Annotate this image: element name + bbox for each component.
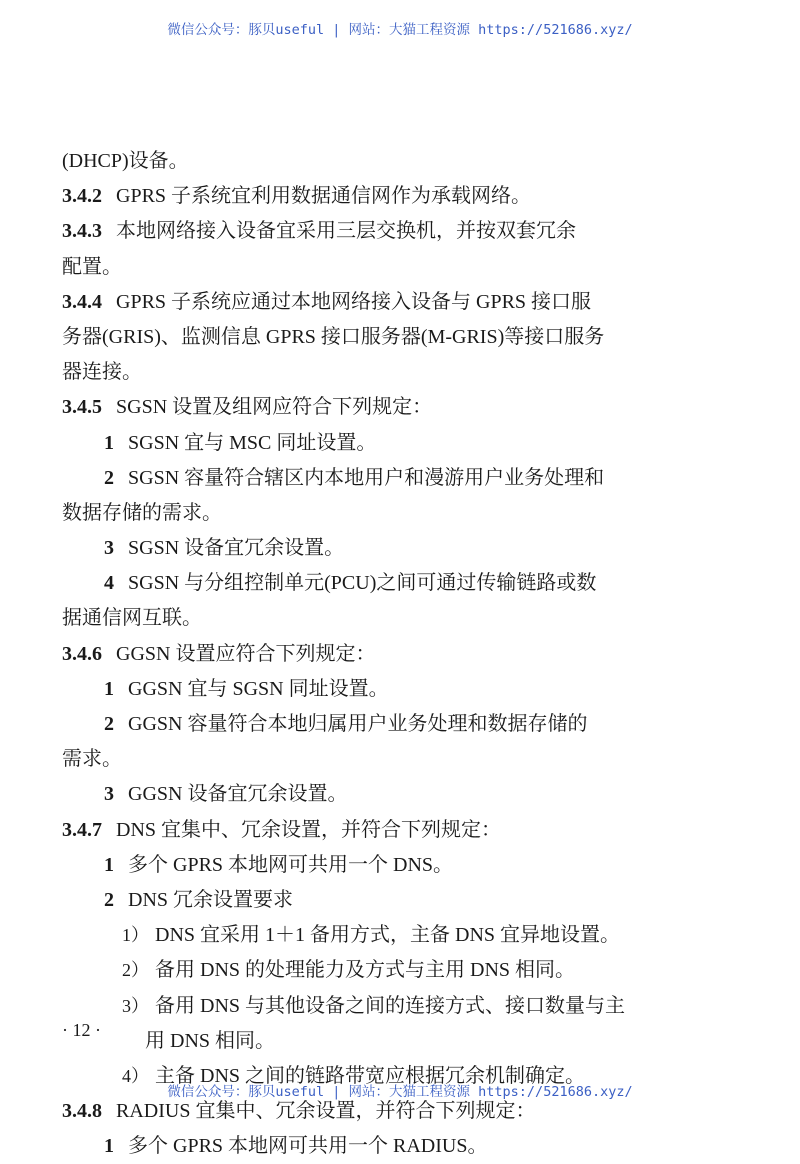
line-text: SGSN 宜与 MSC 同址设置。 xyxy=(128,431,377,454)
line-text: SGSN 设备宜冗余设置。 xyxy=(128,537,345,560)
clause-line xyxy=(0,390,800,425)
page-number: · 12 · xyxy=(62,1020,101,1040)
line-text: DNS 冗余设置要求 xyxy=(128,888,294,911)
document-body xyxy=(0,144,800,1164)
line-text: (DHCP)设备。 xyxy=(62,150,189,172)
line-text: GGSN 设备宜冗余设置。 xyxy=(128,783,348,806)
clause-number: 4 xyxy=(104,572,114,595)
line-text: 本地网络接入设备宜采用三层交换机，并按双套冗余 xyxy=(116,220,576,243)
clause-number: 3.4.6 xyxy=(62,642,102,665)
line-text: GGSN 宜与 SGSN 同址设置。 xyxy=(128,677,389,700)
clause-number: 2） xyxy=(122,960,149,981)
line-text: SGSN 容量符合辖区内本地用户和漫游用户业务处理和 xyxy=(128,466,605,489)
text-line xyxy=(0,320,800,355)
sub-list-item xyxy=(0,918,800,953)
clause-number: 3.4.5 xyxy=(62,396,102,419)
clause-line xyxy=(0,813,800,848)
clause-number: 3.4.4 xyxy=(62,290,102,313)
line-text: DNS 宜集中、冗余设置，并符合下列规定： xyxy=(116,818,502,841)
line-text: 务器(GRIS)、监测信息 GPRS 接口服务器(M-GRIS)等接口服务 xyxy=(62,325,605,348)
clause-line xyxy=(0,214,800,249)
clause-number: 2 xyxy=(104,713,114,735)
list-item xyxy=(0,1129,800,1164)
text-line xyxy=(0,250,800,285)
line-text: GPRS 子系统应通过本地网络接入设备与 GPRS 接口服 xyxy=(116,290,592,313)
clause-number: 3.4.2 xyxy=(62,185,102,208)
clause-number: 3.4.7 xyxy=(62,818,102,841)
text-line xyxy=(0,742,800,777)
clause-number: 3.4.3 xyxy=(62,220,102,243)
line-text: GGSN 设置应符合下列规定： xyxy=(116,642,376,665)
text-line xyxy=(0,1024,800,1059)
watermark-top: 微信公众号：豚贝useful | 网站：大猫工程资源 https://521686.xyz/ xyxy=(167,22,633,38)
clause-number: 3 xyxy=(104,783,114,806)
clause-line xyxy=(0,285,800,320)
line-text: SGSN 与分组控制单元(PCU)之间可通过传输链路或数 xyxy=(128,572,597,595)
clause-number: 1） xyxy=(122,925,149,946)
text-line xyxy=(0,601,800,636)
line-text: RADIUS 宜集中、冗余设置，并符合下列规定： xyxy=(116,1100,536,1123)
clause-number: 3.4.8 xyxy=(62,1100,102,1123)
list-item xyxy=(0,426,800,461)
list-item xyxy=(0,672,800,707)
list-item xyxy=(0,777,800,812)
line-text: 用 DNS 相同。 xyxy=(145,1029,276,1052)
list-item xyxy=(0,461,800,496)
clause-number: 1 xyxy=(104,1135,114,1158)
list-item xyxy=(0,566,800,601)
clause-number: 1 xyxy=(104,677,114,700)
watermark-bottom: 微信公众号：豚贝useful | 网站：大猫工程资源 https://521686.xyz/ xyxy=(167,1084,633,1100)
clause-number: 3 xyxy=(104,537,114,560)
clause-number: 1 xyxy=(104,853,114,876)
clause-number: 3） xyxy=(122,995,149,1016)
clause-number: 2 xyxy=(104,466,114,489)
line-text: 据通信网互联。 xyxy=(62,607,202,630)
clause-number: 2 xyxy=(104,888,114,911)
line-text: 备用 DNS 的处理能力及方式与主用 DNS 相同。 xyxy=(155,959,576,982)
list-item xyxy=(0,531,800,566)
text-line xyxy=(0,355,800,390)
text-line xyxy=(0,496,800,531)
line-text: SGSN 设置及组网应符合下列规定： xyxy=(116,396,433,419)
sub-list-item xyxy=(0,953,800,988)
line-text: GPRS 子系统宜利用数据通信网作为承载网络。 xyxy=(116,185,532,208)
list-item xyxy=(0,707,800,742)
line-text: 主备 DNS 之间的链路带宽应根据冗余机制确定。 xyxy=(155,1064,586,1087)
line-text: 需求。 xyxy=(62,748,122,771)
clause-line xyxy=(0,637,800,672)
clause-line xyxy=(0,179,800,214)
clause-number: 4） xyxy=(122,1065,149,1086)
line-text: DNS 宜采用 1＋1 备用方式，主备 DNS 宜异地设置。 xyxy=(155,924,621,947)
line-text: 器连接。 xyxy=(62,361,142,384)
list-item xyxy=(0,883,800,918)
sub-list-item xyxy=(0,989,800,1024)
line-text: 配置。 xyxy=(62,255,122,278)
line-text: 数据存储的需求。 xyxy=(62,501,222,524)
line-text: GGSN 容量符合本地归属用户业务处理和数据存储的 xyxy=(128,713,588,735)
line-text: 备用 DNS 与其他设备之间的连接方式、接口数量与主 xyxy=(155,994,626,1017)
line-text: 多个 GPRS 本地网可共用一个 DNS。 xyxy=(128,853,454,876)
list-item xyxy=(0,848,800,883)
clause-number: 1 xyxy=(104,431,114,454)
line-text: 多个 GPRS 本地网可共用一个 RADIUS。 xyxy=(128,1135,488,1158)
text-line xyxy=(0,144,800,179)
